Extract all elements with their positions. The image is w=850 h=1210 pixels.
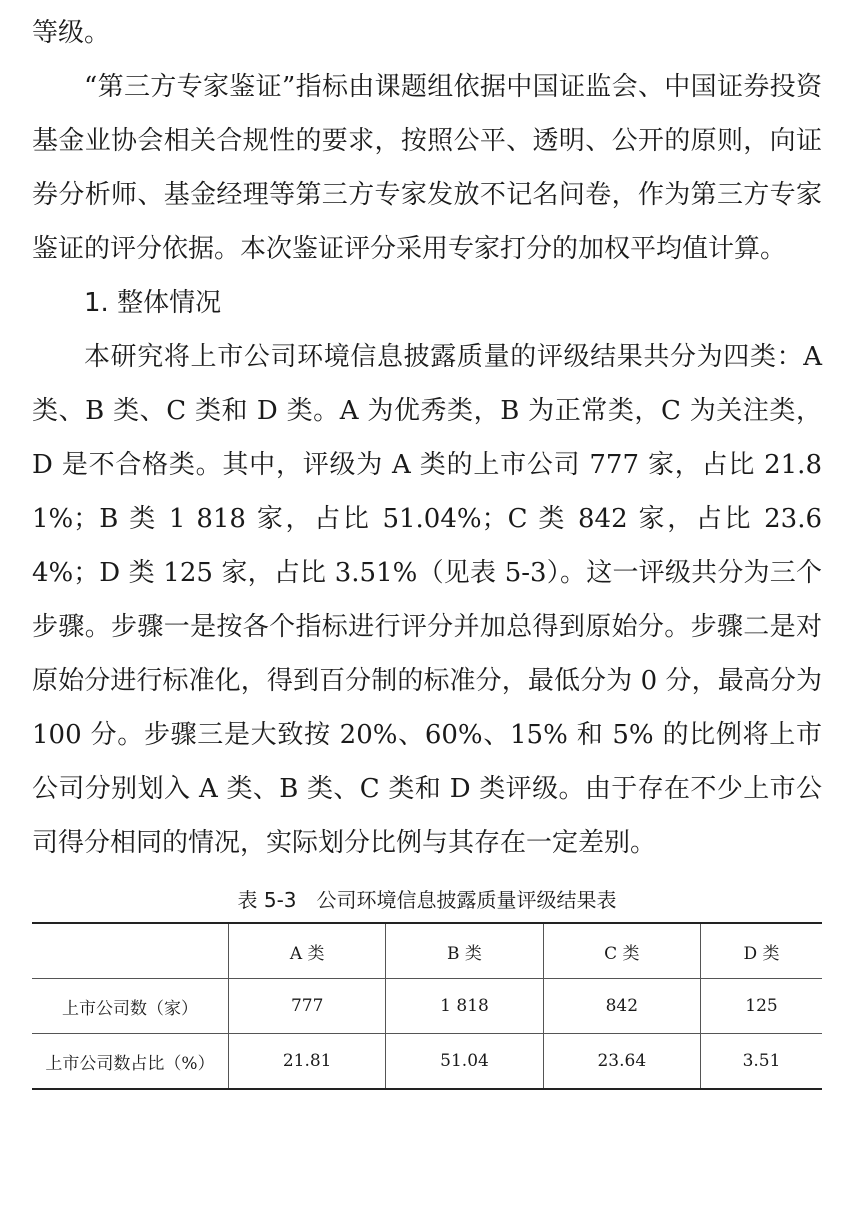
table-cell: 125 — [700, 979, 822, 1034]
document-page — [32, 6, 822, 1090]
header-cell-class-c: C 类 — [543, 923, 700, 979]
rating-results-table — [32, 922, 822, 1090]
table-cell: 3.51 — [700, 1034, 822, 1090]
header-cell-class-d: D 类 — [700, 923, 822, 979]
paragraph-expert-verification: “第三方专家鉴证”指标由课题组依据中国证监会、中国证券投资基金业协会相关合规性的要求，按照公平、透明、公开的原则，向证券分析师、基金经理等第三方专家发放不记名问卷，作为第三方专家鉴证的评分依据。本次鉴证评分采用专家打分的加权平均值计算。 — [32, 72, 822, 264]
row-label: 上市公司数占比（%） — [45, 1053, 215, 1074]
table-cell: 23.64 — [543, 1034, 700, 1090]
table-row — [32, 979, 822, 1034]
section-heading: 1. 整体情况 — [84, 288, 222, 318]
header-cell-class-a: A 类 — [229, 923, 386, 979]
paragraph-continuation: 等级。 — [32, 18, 111, 48]
table-header-row — [32, 923, 822, 979]
paragraph-overall-situation: 本研究将上市公司环境信息披露质量的评级结果共分为四类：A 类、B 类、C 类和 D 类。A 为优秀类，B 为正常类，C 为关注类，D 是不合格类。其中，评级为 A 类的上市公司 777 家，占比 21.81%；B 类 1 818 家，占比 51.04%；C 类 842 家，占比 23.64%；D 类 125 家，占比 3.51%（见表 5-3）。这一评级共分为三个步骤。步骤一是按各个指标进行评分并加总得到原始分。步骤二是对原始分进行标准化，得到百分制的标准分，最低分为 0 分，最高分为 100 分。步骤三是大致按 20%、60%、15% 和 5% 的比例将上市公司分别划入 A 类、B 类、C 类和 D 类评级。由于存在不少上市公司得分相同的情况，实际划分比例与其存在一定差别。 — [32, 342, 822, 858]
table-cell: 51.04 — [386, 1034, 543, 1090]
table-cell: 1 818 — [386, 979, 543, 1034]
table-cell: 21.81 — [229, 1034, 386, 1090]
table-row — [32, 1034, 822, 1090]
table-caption: 表 5-3 公司环境信息披露质量评级结果表 — [237, 888, 617, 912]
row-label: 上市公司数（家） — [62, 998, 198, 1019]
header-cell-empty — [32, 923, 229, 979]
header-cell-class-b: B 类 — [386, 923, 543, 979]
table-cell: 842 — [543, 979, 700, 1034]
table-cell: 777 — [229, 979, 386, 1034]
